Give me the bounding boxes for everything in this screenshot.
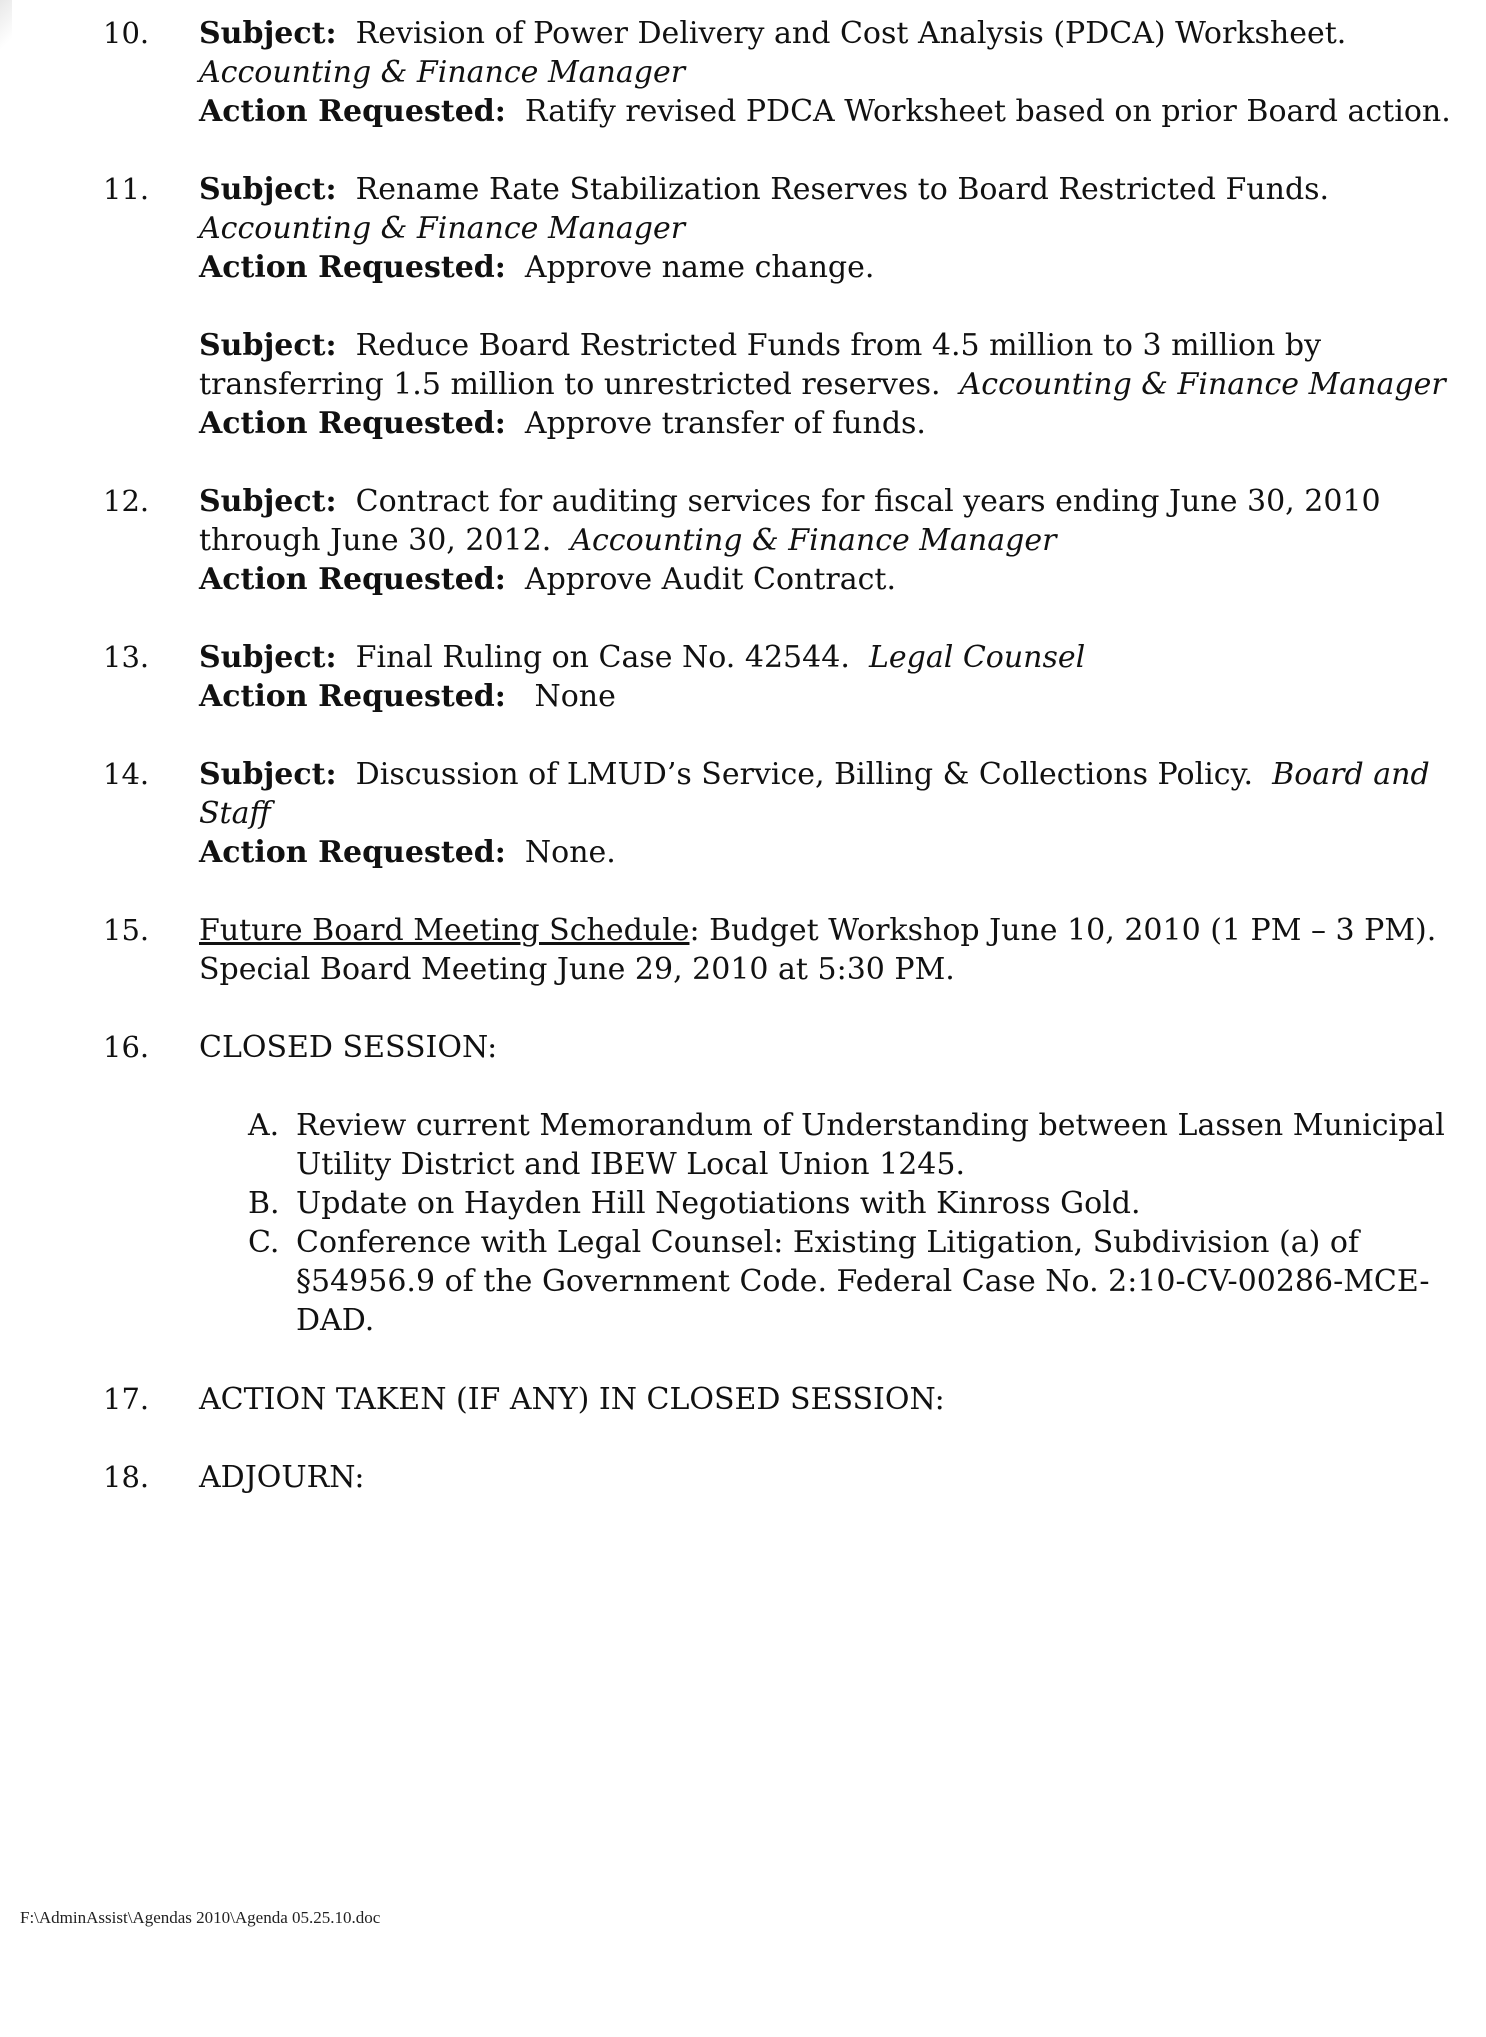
subitem-text: Conference with Legal Counsel: Existing Litigation, Subdivision (a) of xyxy=(296,1225,1360,1260)
subject-label: Subject: xyxy=(199,172,337,207)
action-text: Approve transfer of funds. xyxy=(524,406,926,441)
item-number: 15. xyxy=(103,913,150,947)
subject-text: Final Ruling on Case No. 42544. xyxy=(355,640,850,675)
action-text: None. xyxy=(524,835,616,870)
subitem-text: Review current Memorandum of Understanding between Lassen Municipal xyxy=(296,1108,1445,1143)
subject-text: Discussion of LMUD’s Service, Billing & Collections Policy. xyxy=(355,757,1254,792)
presenter: Legal Counsel xyxy=(868,640,1086,675)
subitem-text: Update on Hayden Hill Negotiations with Kinross Gold. xyxy=(296,1186,1141,1221)
action-label: Action Requested: xyxy=(199,679,506,714)
schedule-text-cont: Special Board Meeting June 29, 2010 at 5:30 PM. xyxy=(199,952,955,987)
subject-label: Subject: xyxy=(199,16,337,51)
presenter: Accounting & Finance Manager xyxy=(570,523,1057,558)
subject-label: Subject: xyxy=(199,328,337,363)
subitem-letter: B. xyxy=(248,1186,280,1221)
subitem-text-cont: §54956.9 of the Government Code. Federal Case No. 2:10-CV-00286-MCE- xyxy=(296,1264,1430,1299)
subject-text-cont: transferring 1.5 million to unrestricted reserves. xyxy=(199,367,941,402)
item-number: 18. xyxy=(103,1460,150,1494)
subitem-letter: C. xyxy=(248,1225,280,1260)
item-number: 17. xyxy=(103,1382,150,1416)
closed-session-action-heading: ACTION TAKEN (IF ANY) IN CLOSED SESSION: xyxy=(199,1382,945,1417)
action-text: Approve Audit Contract. xyxy=(524,562,897,597)
schedule-heading: Future Board Meeting Schedule xyxy=(199,913,690,948)
subject-text: Revision of Power Delivery and Cost Analysis (PDCA) Worksheet. xyxy=(355,16,1347,51)
presenter: Accounting & Finance Manager xyxy=(199,211,686,246)
action-label: Action Requested: xyxy=(199,406,506,441)
subject-text: Rename Rate Stabilization Reserves to Board Restricted Funds. xyxy=(355,172,1330,207)
presenter: Accounting & Finance Manager xyxy=(959,367,1446,402)
presenter: Board and xyxy=(1272,757,1430,792)
item-number: 13. xyxy=(103,640,150,674)
item-number: 10. xyxy=(103,16,150,50)
subject-label: Subject: xyxy=(199,757,337,792)
file-path-footer: F:\AdminAssist\Agendas 2010\Agenda 05.25.10.doc xyxy=(20,1908,381,1927)
subject-label: Subject: xyxy=(199,484,337,519)
action-label: Action Requested: xyxy=(199,835,506,870)
adjourn-heading: ADJOURN: xyxy=(199,1460,365,1495)
item-number: 14. xyxy=(103,757,150,791)
item-number: 12. xyxy=(103,484,150,518)
action-label: Action Requested: xyxy=(199,94,506,129)
subitem-text-cont: Utility District and IBEW Local Union 1245. xyxy=(296,1147,966,1182)
subitem-letter: A. xyxy=(248,1108,280,1143)
subject-text-cont: through June 30, 2012. xyxy=(199,523,552,558)
subject-label: Subject: xyxy=(199,640,337,675)
scan-edge-shadow xyxy=(0,0,12,60)
action-label: Action Requested: xyxy=(199,562,506,597)
subject-text: Contract for auditing services for fiscal years ending June 30, 2010 xyxy=(355,484,1381,519)
action-text: Approve name change. xyxy=(524,250,875,285)
subject-text: Reduce Board Restricted Funds from 4.5 million to 3 million by xyxy=(355,328,1322,363)
action-text: Ratify revised PDCA Worksheet based on prior Board action. xyxy=(524,94,1451,129)
subitem-text-cont: DAD. xyxy=(296,1303,375,1338)
action-text: None xyxy=(534,679,616,714)
action-label: Action Requested: xyxy=(199,250,506,285)
presenter-cont: Staff xyxy=(199,796,271,831)
presenter: Accounting & Finance Manager xyxy=(199,55,686,90)
closed-session-heading: CLOSED SESSION: xyxy=(199,1030,498,1065)
schedule-text: : Budget Workshop June 10, 2010 (1 PM – 3 PM). xyxy=(689,913,1437,948)
item-number: 16. xyxy=(103,1030,150,1064)
item-number: 11. xyxy=(103,172,150,206)
